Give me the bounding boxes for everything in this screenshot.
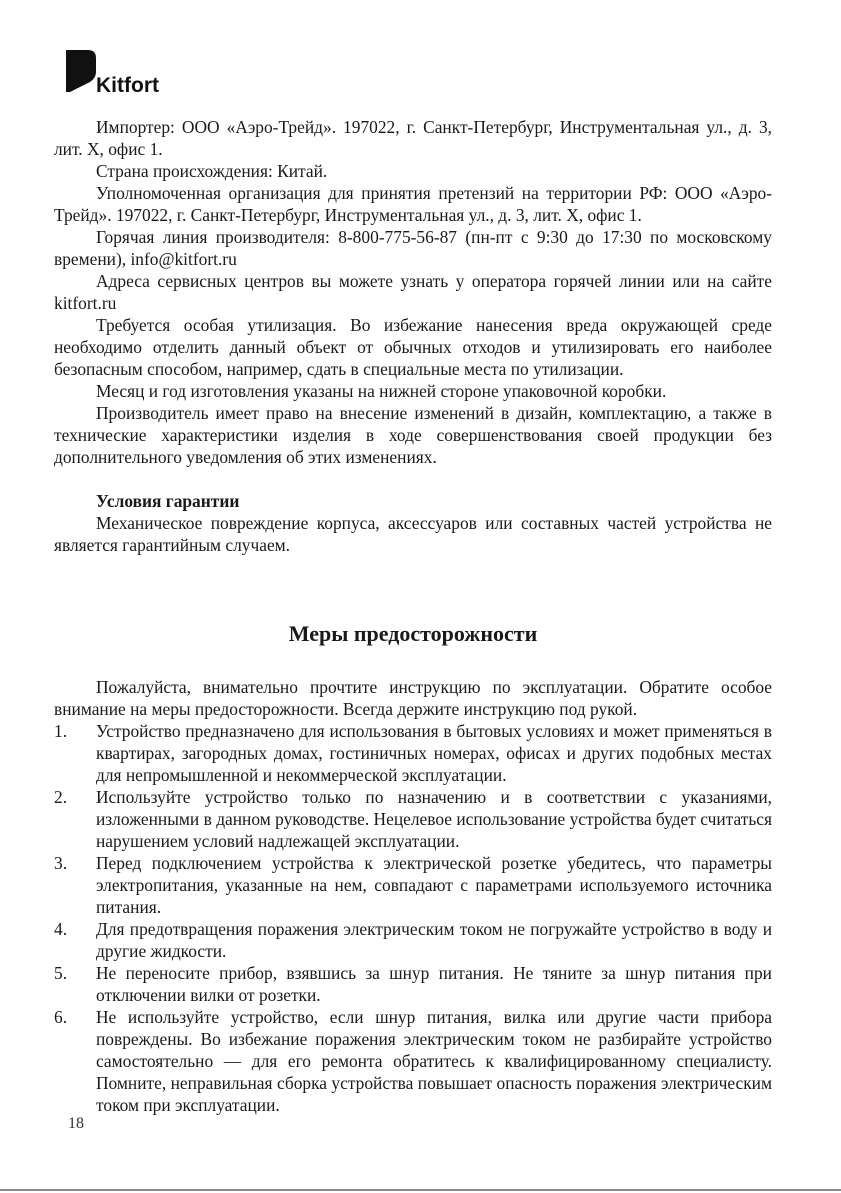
warranty-text: Механическое повреждение корпуса, аксессуаров или составных частей устройства не является гарантийным случаем. (54, 513, 772, 555)
origin-paragraph: Страна происхождения: Китай. (96, 161, 328, 181)
list-item-text: Не используйте устройство, если шнур питания, вилка или другие части прибора повреждены. Во избежание поражения электрическим током не разбирайте устройство самостоятельно — для его ремонта обратитесь к квалифицированному специалисту. Помните, неправильная сборка устройства повышает опасность поражения электрическим током при эксплуатации. (96, 1007, 772, 1115)
kitfort-logo-mark-icon (66, 50, 96, 92)
list-item-number: 3. (54, 853, 68, 873)
list-item-number: 1. (54, 721, 68, 741)
page-number: 18 (68, 1115, 84, 1132)
precautions-list (54, 720, 772, 1116)
list-item-text: Для предотвращения поражения электрическим током не погружайте устройство в воду и другие жидкости. (96, 919, 772, 961)
list-item (54, 786, 772, 852)
importer-paragraph: Импортер: ООО «Аэро-Трейд». 197022, г. Санкт-Петербург, Инструментальная ул., д. 3, лит. Х, офис 1. (54, 117, 772, 159)
list-item (54, 852, 772, 918)
list-item (54, 918, 772, 962)
list-item-text: Используйте устройство только по назначению и в соответствии с указаниями, изложенными в данном руководстве. Нецелевое использование устройства будет считаться нарушением условий надлежащей эксплуатации. (96, 787, 772, 851)
list-item (54, 962, 772, 1006)
service-centers-paragraph: Адреса сервисных центров вы можете узнать у оператора горячей линии или на сайте kitfort.ru (54, 271, 772, 313)
page-bottom-divider (0, 1189, 841, 1191)
warranty-heading: Условия гарантии (96, 491, 240, 511)
list-item-number: 4. (54, 919, 68, 939)
list-item-number: 2. (54, 787, 68, 807)
list-item-number: 5. (54, 963, 68, 983)
list-item-text: Перед подключением устройства к электрической розетке убедитесь, что параметры электропитания, указанные на нем, совпадают с параметрами используемого источника питания. (96, 853, 772, 917)
list-item (54, 720, 772, 786)
precautions-title: Меры предосторожности (288, 621, 538, 646)
changes-paragraph: Производитель имеет право на внесение изменений в дизайн, комплектацию, а также в технические характеристики изделия в ходе совершенствования своей продукции без дополнительного уведомления об этих изменениях. (54, 403, 772, 467)
brand-name: Kitfort (96, 74, 159, 97)
list-item (54, 1006, 772, 1116)
disposal-paragraph: Требуется особая утилизация. Во избежание нанесения вреда окружающей среде необходимо отделить данный объект от обычных отходов и утилизировать его наиболее безопасным способом, например, сдать в специальные места по утилизации. (54, 315, 772, 379)
list-item-number: 6. (54, 1007, 68, 1027)
brand-logo (66, 44, 186, 104)
page-content (54, 116, 772, 1116)
precautions-intro: Пожалуйста, внимательно прочтите инструкцию по эксплуатации. Обратите особое внимание на меры предосторожности. Всегда держите инструкцию под рукой. (54, 677, 772, 719)
list-item-text: Не переносите прибор, взявшись за шнур питания. Не тяните за шнур питания при отключении вилки от розетки. (96, 963, 772, 1005)
list-item-text: Устройство предназначено для использования в бытовых условиях и может применяться в квартирах, загородных домах, гостиничных номерах, офисах и других подобных местах для непромышленной и некоммерческой эксплуатации. (96, 721, 772, 785)
manufacture-date-paragraph: Месяц и год изготовления указаны на нижней стороне упаковочной коробки. (96, 381, 667, 401)
hotline-paragraph: Горячая линия производителя: 8-800-775-56-87 (пн-пт с 9:30 до 17:30 по московскому времени), info@kitfort.ru (54, 227, 772, 269)
authorized-org-paragraph: Уполномоченная организация для принятия претензий на территории РФ: ООО «Аэро-Трейд». 197022, г. Санкт-Петербург, Инструментальная ул., д. 3, лит. Х, офис 1. (54, 183, 772, 225)
